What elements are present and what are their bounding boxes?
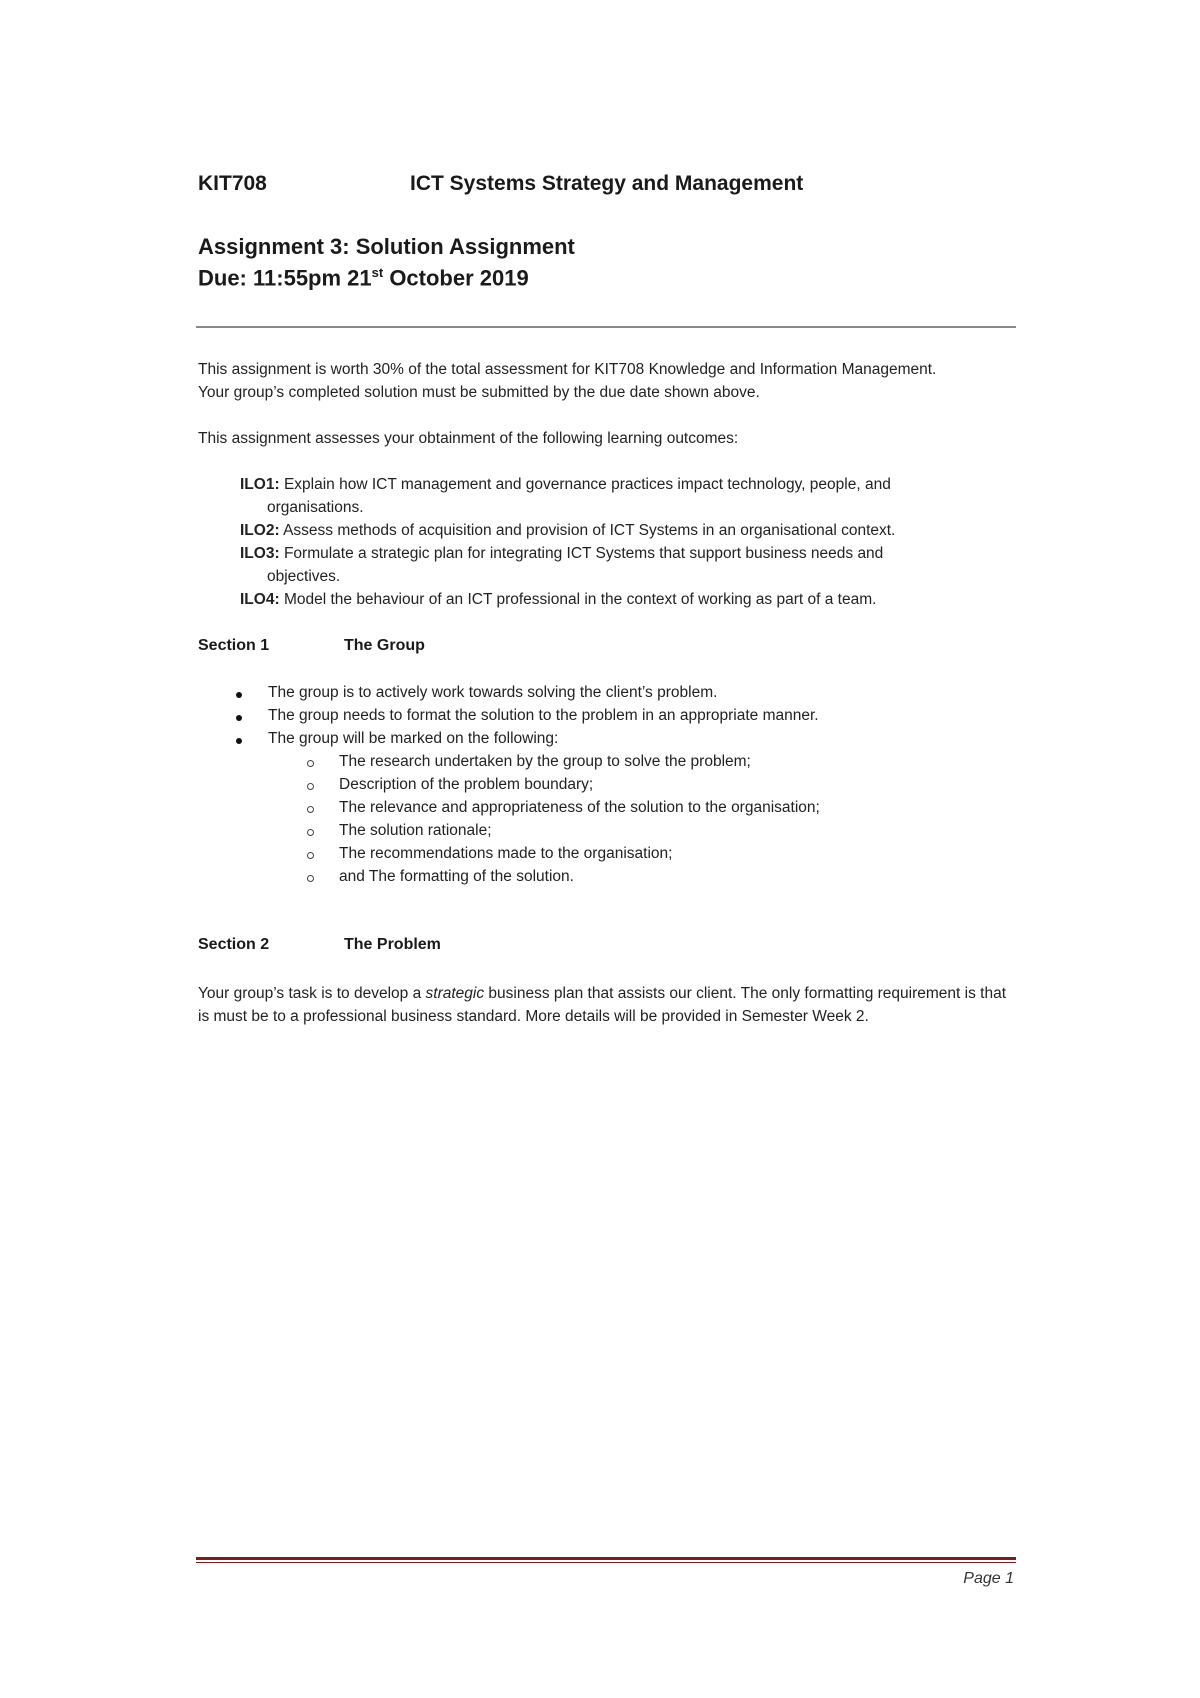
bullet-circle-icon: [307, 760, 314, 767]
intro-line-1: This assignment is worth 30% of the total assessment for KIT708 Knowledge and Information Management.: [198, 361, 937, 378]
footer-rule-thin: [196, 1562, 1016, 1563]
course-code: KIT708: [198, 172, 267, 195]
sub-bullet-text: Description of the problem boundary;: [339, 776, 594, 793]
para-emphasis: strategic: [425, 985, 485, 1002]
footer-rule-thick: [196, 1557, 1016, 1560]
sub-bullet-text: The recommendations made to the organisation;: [339, 845, 673, 862]
bullet-circle-icon: [307, 806, 314, 813]
ilo-item: [240, 591, 876, 609]
intro-line-2: Your group’s completed solution must be submitted by the due date shown above.: [198, 384, 760, 401]
section-2-paragraph: [198, 982, 1006, 1028]
ilo-label: ILO1:: [240, 476, 280, 493]
bullet-dot-icon: [236, 738, 242, 744]
bullet-circle-icon: [307, 875, 314, 882]
header-divider: [196, 326, 1016, 328]
bullet-text: The group needs to format the solution to the problem in an appropriate manner.: [268, 707, 819, 724]
ilo-label: ILO4:: [240, 591, 280, 608]
bullet-dot-icon: [236, 692, 242, 698]
page-number: Page 1: [963, 1570, 1014, 1587]
para-end: business plan that assists our client. The only formatting requirement is that is must be to a professional business standard. More details will be provided in Semester Week 2.: [198, 985, 1007, 1025]
bullet-circle-icon: [307, 829, 314, 836]
ilo-label: ILO2:: [240, 522, 280, 539]
para-start: Your group’s task is to develop a: [198, 985, 426, 1002]
ilo-text: Model the behaviour of an ICT professional in the context of working as part of a team.: [283, 591, 877, 608]
ilo-continuation: objectives.: [267, 568, 341, 585]
bullet-circle-icon: [307, 852, 314, 859]
due-suffix: October 2019: [383, 265, 529, 291]
section-1-label: Section 1: [198, 637, 270, 654]
course-title: ICT Systems Strategy and Management: [410, 172, 804, 195]
ilo-label: ILO3:: [240, 545, 280, 562]
ilo-item: [240, 522, 895, 540]
due-date: [198, 265, 529, 291]
bullet-circle-icon: [307, 783, 314, 790]
ilo-text: Formulate a strategic plan for integrating ICT Systems that support business needs and: [283, 545, 884, 562]
bullet-dot-icon: [236, 715, 242, 721]
ilo-item: [240, 545, 883, 563]
ilo-text: Assess methods of acquisition and provision of ICT Systems in an organisational context.: [283, 522, 896, 539]
sub-bullet-text: and The formatting of the solution.: [339, 868, 574, 885]
intro-line-3: This assignment assesses your obtainment of the following learning outcomes:: [198, 430, 739, 447]
bullet-text: The group will be marked on the following:: [268, 730, 559, 747]
ilo-text: Explain how ICT management and governance practices impact technology, people, and: [283, 476, 891, 493]
section-2-title: The Problem: [344, 936, 441, 953]
assignment-title: Assignment 3: Solution Assignment: [198, 234, 575, 259]
due-sup: st: [371, 265, 384, 280]
bullet-text: The group is to actively work towards solving the client’s problem.: [268, 684, 718, 701]
due-prefix: Due: 11:55pm 21: [198, 265, 372, 291]
ilo-item: [240, 476, 891, 494]
sub-bullet-text: The solution rationale;: [339, 822, 492, 839]
sub-bullet-text: The research undertaken by the group to solve the problem;: [339, 753, 751, 770]
section-1-title: The Group: [344, 637, 425, 654]
section-2-label: Section 2: [198, 936, 270, 953]
sub-bullet-text: The relevance and appropriateness of the solution to the organisation;: [339, 799, 820, 816]
ilo-continuation: organisations.: [267, 499, 364, 516]
